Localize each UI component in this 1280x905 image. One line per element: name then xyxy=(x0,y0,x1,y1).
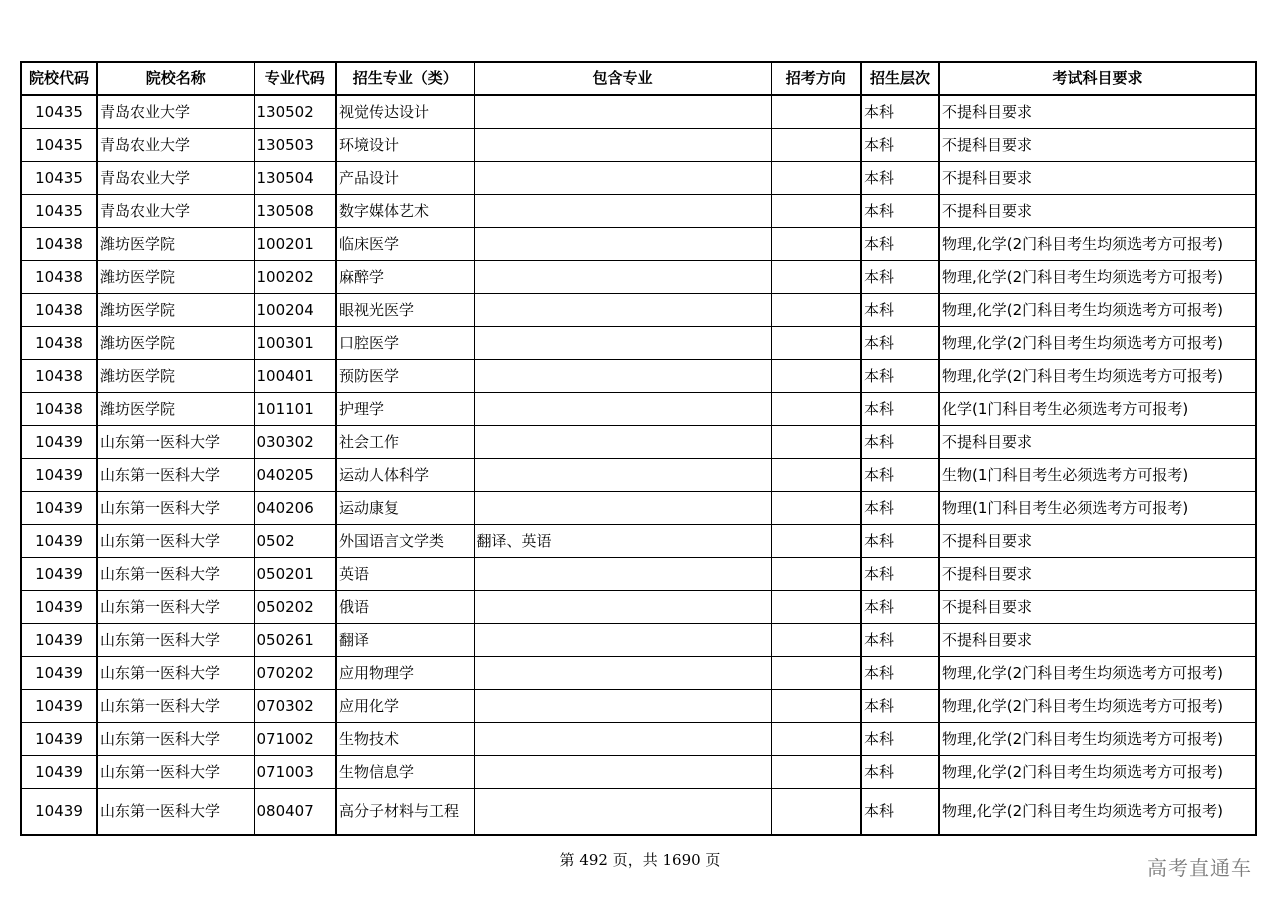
major-code-cell: 071003 xyxy=(254,756,336,789)
subject-requirement-cell: 不提科目要求 xyxy=(939,95,1256,129)
school-code-cell: 10438 xyxy=(21,261,97,294)
direction-cell xyxy=(771,360,861,393)
header-school-code: 院校代码 xyxy=(21,62,97,95)
major-code-cell: 070202 xyxy=(254,657,336,690)
major-code-cell: 130504 xyxy=(254,162,336,195)
major-code-cell: 050202 xyxy=(254,591,336,624)
included-majors-cell xyxy=(474,558,771,591)
major-cell: 俄语 xyxy=(336,591,474,624)
included-majors-cell xyxy=(474,327,771,360)
school-name-cell: 青岛农业大学 xyxy=(97,95,254,129)
level-cell: 本科 xyxy=(861,393,939,426)
school-code-cell: 10438 xyxy=(21,228,97,261)
major-cell: 生物信息学 xyxy=(336,756,474,789)
major-cell: 运动人体科学 xyxy=(336,459,474,492)
direction-cell xyxy=(771,492,861,525)
major-cell: 产品设计 xyxy=(336,162,474,195)
table-row xyxy=(21,294,1256,327)
level-cell: 本科 xyxy=(861,360,939,393)
level-cell: 本科 xyxy=(861,492,939,525)
major-cell: 生物技术 xyxy=(336,723,474,756)
major-cell: 麻醉学 xyxy=(336,261,474,294)
school-code-cell: 10439 xyxy=(21,591,97,624)
header-subject-requirement: 考试科目要求 xyxy=(939,62,1256,95)
major-cell: 英语 xyxy=(336,558,474,591)
major-code-cell: 100201 xyxy=(254,228,336,261)
table-row xyxy=(21,393,1256,426)
major-cell: 高分子材料与工程 xyxy=(336,789,474,836)
level-cell: 本科 xyxy=(861,95,939,129)
included-majors-cell xyxy=(474,261,771,294)
school-name-cell: 青岛农业大学 xyxy=(97,129,254,162)
school-name-cell: 青岛农业大学 xyxy=(97,162,254,195)
major-code-cell: 030302 xyxy=(254,426,336,459)
school-name-cell: 潍坊医学院 xyxy=(97,327,254,360)
major-code-cell: 040206 xyxy=(254,492,336,525)
major-code-cell: 130503 xyxy=(254,129,336,162)
direction-cell xyxy=(771,723,861,756)
major-cell: 数字媒体艺术 xyxy=(336,195,474,228)
school-name-cell: 潍坊医学院 xyxy=(97,294,254,327)
direction-cell xyxy=(771,261,861,294)
level-cell: 本科 xyxy=(861,426,939,459)
major-code-cell: 050261 xyxy=(254,624,336,657)
subject-requirement-cell: 物理,化学(2门科目考生均须选考方可报考) xyxy=(939,294,1256,327)
table-row xyxy=(21,261,1256,294)
major-code-cell: 100204 xyxy=(254,294,336,327)
school-code-cell: 10439 xyxy=(21,525,97,558)
included-majors-cell xyxy=(474,95,771,129)
school-name-cell: 山东第一医科大学 xyxy=(97,624,254,657)
direction-cell xyxy=(771,756,861,789)
major-code-cell: 050201 xyxy=(254,558,336,591)
header-major: 招生专业（类） xyxy=(336,62,474,95)
watermark: 高考直通车 xyxy=(1147,856,1252,880)
school-code-cell: 10439 xyxy=(21,723,97,756)
direction-cell xyxy=(771,228,861,261)
included-majors-cell xyxy=(474,459,771,492)
level-cell: 本科 xyxy=(861,723,939,756)
included-majors-cell xyxy=(474,624,771,657)
subject-requirement-cell: 不提科目要求 xyxy=(939,525,1256,558)
subject-requirement-cell: 不提科目要求 xyxy=(939,162,1256,195)
school-name-cell: 山东第一医科大学 xyxy=(97,657,254,690)
school-code-cell: 10439 xyxy=(21,426,97,459)
direction-cell xyxy=(771,525,861,558)
subject-requirement-cell: 物理,化学(2门科目考生均须选考方可报考) xyxy=(939,657,1256,690)
level-cell: 本科 xyxy=(861,591,939,624)
included-majors-cell xyxy=(474,162,771,195)
subject-requirement-cell: 物理,化学(2门科目考生均须选考方可报考) xyxy=(939,789,1256,836)
table-row xyxy=(21,129,1256,162)
subject-requirement-cell: 物理,化学(2门科目考生均须选考方可报考) xyxy=(939,327,1256,360)
level-cell: 本科 xyxy=(861,756,939,789)
included-majors-cell xyxy=(474,294,771,327)
included-majors-cell xyxy=(474,360,771,393)
header-included-majors: 包含专业 xyxy=(474,62,771,95)
table-row xyxy=(21,690,1256,723)
subject-requirement-cell: 物理,化学(2门科目考生均须选考方可报考) xyxy=(939,690,1256,723)
major-cell: 视觉传达设计 xyxy=(336,95,474,129)
direction-cell xyxy=(771,789,861,836)
level-cell: 本科 xyxy=(861,228,939,261)
school-code-cell: 10439 xyxy=(21,657,97,690)
major-code-cell: 070302 xyxy=(254,690,336,723)
level-cell: 本科 xyxy=(861,459,939,492)
subject-requirement-cell: 生物(1门科目考生必须选考方可报考) xyxy=(939,459,1256,492)
level-cell: 本科 xyxy=(861,162,939,195)
direction-cell xyxy=(771,294,861,327)
included-majors-cell xyxy=(474,657,771,690)
subject-requirement-cell: 物理,化学(2门科目考生均须选考方可报考) xyxy=(939,723,1256,756)
major-code-cell: 130508 xyxy=(254,195,336,228)
header-row xyxy=(21,62,1256,95)
subject-requirement-cell: 物理,化学(2门科目考生均须选考方可报考) xyxy=(939,360,1256,393)
table-row xyxy=(21,327,1256,360)
school-code-cell: 10439 xyxy=(21,459,97,492)
table-row xyxy=(21,195,1256,228)
header-major-code: 专业代码 xyxy=(254,62,336,95)
direction-cell xyxy=(771,162,861,195)
level-cell: 本科 xyxy=(861,261,939,294)
level-cell: 本科 xyxy=(861,624,939,657)
subject-requirement-cell: 物理,化学(2门科目考生均须选考方可报考) xyxy=(939,756,1256,789)
level-cell: 本科 xyxy=(861,657,939,690)
direction-cell xyxy=(771,690,861,723)
major-cell: 口腔医学 xyxy=(336,327,474,360)
school-code-cell: 10435 xyxy=(21,195,97,228)
subject-requirement-cell: 物理(1门科目考生必须选考方可报考) xyxy=(939,492,1256,525)
table-row xyxy=(21,624,1256,657)
major-cell: 社会工作 xyxy=(336,426,474,459)
table-body xyxy=(21,95,1256,835)
table-row xyxy=(21,162,1256,195)
included-majors-cell: 翻译、英语 xyxy=(474,525,771,558)
school-code-cell: 10435 xyxy=(21,129,97,162)
school-code-cell: 10439 xyxy=(21,789,97,836)
table-row xyxy=(21,360,1256,393)
major-cell: 运动康复 xyxy=(336,492,474,525)
table-row xyxy=(21,95,1256,129)
major-cell: 眼视光医学 xyxy=(336,294,474,327)
included-majors-cell xyxy=(474,426,771,459)
school-code-cell: 10435 xyxy=(21,95,97,129)
school-name-cell: 山东第一医科大学 xyxy=(97,723,254,756)
included-majors-cell xyxy=(474,393,771,426)
included-majors-cell xyxy=(474,228,771,261)
direction-cell xyxy=(771,657,861,690)
school-name-cell: 山东第一医科大学 xyxy=(97,789,254,836)
level-cell: 本科 xyxy=(861,129,939,162)
header-level: 招生层次 xyxy=(861,62,939,95)
school-name-cell: 山东第一医科大学 xyxy=(97,426,254,459)
page-number: 第 492 页，共 1690 页 xyxy=(559,851,721,869)
school-name-cell: 山东第一医科大学 xyxy=(97,558,254,591)
subject-requirement-cell: 物理,化学(2门科目考生均须选考方可报考) xyxy=(939,261,1256,294)
included-majors-cell xyxy=(474,789,771,836)
table-row xyxy=(21,756,1256,789)
major-code-cell: 101101 xyxy=(254,393,336,426)
table-row xyxy=(21,723,1256,756)
direction-cell xyxy=(771,95,861,129)
level-cell: 本科 xyxy=(861,525,939,558)
included-majors-cell xyxy=(474,756,771,789)
school-name-cell: 山东第一医科大学 xyxy=(97,756,254,789)
school-code-cell: 10439 xyxy=(21,690,97,723)
school-name-cell: 青岛农业大学 xyxy=(97,195,254,228)
major-code-cell: 100401 xyxy=(254,360,336,393)
school-name-cell: 潍坊医学院 xyxy=(97,360,254,393)
included-majors-cell xyxy=(474,129,771,162)
direction-cell xyxy=(771,129,861,162)
direction-cell xyxy=(771,393,861,426)
included-majors-cell xyxy=(474,723,771,756)
major-cell: 外国语言文学类 xyxy=(336,525,474,558)
level-cell: 本科 xyxy=(861,195,939,228)
major-code-cell: 100202 xyxy=(254,261,336,294)
school-name-cell: 山东第一医科大学 xyxy=(97,525,254,558)
school-name-cell: 山东第一医科大学 xyxy=(97,690,254,723)
subject-requirement-cell: 不提科目要求 xyxy=(939,558,1256,591)
major-cell: 应用物理学 xyxy=(336,657,474,690)
subject-requirement-cell: 不提科目要求 xyxy=(939,426,1256,459)
school-code-cell: 10438 xyxy=(21,327,97,360)
school-code-cell: 10439 xyxy=(21,558,97,591)
subject-requirement-cell: 化学(1门科目考生必须选考方可报考) xyxy=(939,393,1256,426)
major-cell: 预防医学 xyxy=(336,360,474,393)
table-row xyxy=(21,426,1256,459)
direction-cell xyxy=(771,591,861,624)
level-cell: 本科 xyxy=(861,690,939,723)
included-majors-cell xyxy=(474,195,771,228)
subject-requirement-cell: 不提科目要求 xyxy=(939,195,1256,228)
school-name-cell: 山东第一医科大学 xyxy=(97,492,254,525)
level-cell: 本科 xyxy=(861,294,939,327)
major-code-cell: 080407 xyxy=(254,789,336,836)
school-code-cell: 10439 xyxy=(21,492,97,525)
school-code-cell: 10439 xyxy=(21,624,97,657)
school-code-cell: 10435 xyxy=(21,162,97,195)
table-row xyxy=(21,492,1256,525)
school-name-cell: 潍坊医学院 xyxy=(97,228,254,261)
direction-cell xyxy=(771,327,861,360)
included-majors-cell xyxy=(474,690,771,723)
school-code-cell: 10438 xyxy=(21,294,97,327)
level-cell: 本科 xyxy=(861,327,939,360)
major-code-cell: 071002 xyxy=(254,723,336,756)
school-name-cell: 潍坊医学院 xyxy=(97,261,254,294)
subject-requirement-cell: 不提科目要求 xyxy=(939,591,1256,624)
major-cell: 护理学 xyxy=(336,393,474,426)
table-row xyxy=(21,657,1256,690)
school-name-cell: 山东第一医科大学 xyxy=(97,591,254,624)
major-cell: 临床医学 xyxy=(336,228,474,261)
included-majors-cell xyxy=(474,591,771,624)
direction-cell xyxy=(771,459,861,492)
included-majors-cell xyxy=(474,492,771,525)
major-code-cell: 100301 xyxy=(254,327,336,360)
school-code-cell: 10439 xyxy=(21,756,97,789)
major-cell: 应用化学 xyxy=(336,690,474,723)
subject-requirement-cell: 物理,化学(2门科目考生均须选考方可报考) xyxy=(939,228,1256,261)
subject-requirement-cell: 不提科目要求 xyxy=(939,129,1256,162)
school-code-cell: 10438 xyxy=(21,360,97,393)
table-row xyxy=(21,558,1256,591)
table-row xyxy=(21,459,1256,492)
header-direction: 招考方向 xyxy=(771,62,861,95)
subject-requirement-cell: 不提科目要求 xyxy=(939,624,1256,657)
level-cell: 本科 xyxy=(861,789,939,836)
table-row xyxy=(21,591,1256,624)
major-code-cell: 0502 xyxy=(254,525,336,558)
table-row xyxy=(21,525,1256,558)
direction-cell xyxy=(771,195,861,228)
direction-cell xyxy=(771,558,861,591)
school-name-cell: 潍坊医学院 xyxy=(97,393,254,426)
school-code-cell: 10438 xyxy=(21,393,97,426)
major-cell: 翻译 xyxy=(336,624,474,657)
direction-cell xyxy=(771,624,861,657)
major-code-cell: 130502 xyxy=(254,95,336,129)
direction-cell xyxy=(771,426,861,459)
major-code-cell: 040205 xyxy=(254,459,336,492)
header-school-name: 院校名称 xyxy=(97,62,254,95)
major-cell: 环境设计 xyxy=(336,129,474,162)
school-name-cell: 山东第一医科大学 xyxy=(97,459,254,492)
level-cell: 本科 xyxy=(861,558,939,591)
table-row xyxy=(21,228,1256,261)
admission-table xyxy=(20,61,1257,836)
table-row xyxy=(21,789,1256,836)
